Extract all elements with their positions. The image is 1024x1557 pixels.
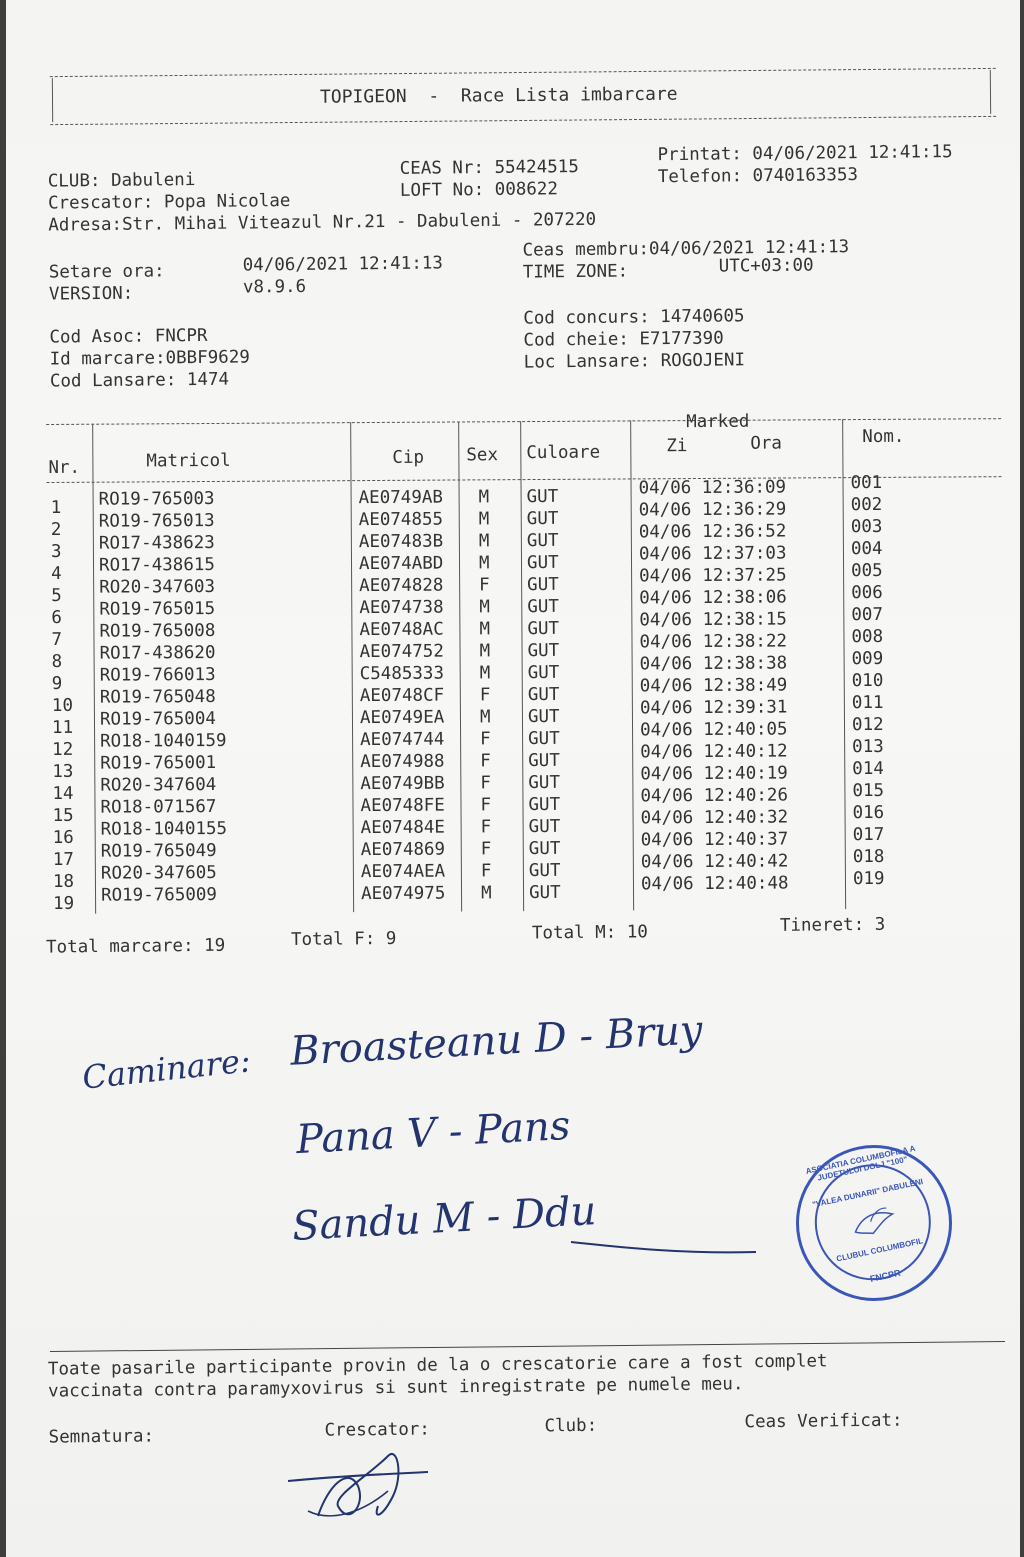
cell-nom: 011 [851,692,884,714]
cell-marked: 04/06 12:40:12 [640,741,788,763]
cell-matricol: RO19-765008 [99,620,216,642]
cell-sex: M [478,531,490,552]
cell-sex: F [479,685,491,706]
crescator-text: Crescator: Popa Nicolae [47,191,291,214]
cell-marked: 04/06 12:40:26 [640,785,789,807]
cell-culoare: GUT [528,816,561,838]
cell-nr: 19 [53,893,75,914]
cell-nr: 5 [51,585,62,606]
cell-culoare: GUT [528,750,560,772]
cell-marked: 04/06 12:40:42 [640,851,789,873]
cell-marked: 04/06 12:38:38 [639,653,788,675]
cell-sex: M [479,663,491,684]
loft-no-text: LOFT No: 008622 [399,179,559,201]
cell-matricol: RO19-765009 [100,884,218,906]
total-f: Total F: 9 [290,928,397,951]
cell-marked: 04/06 12:39:31 [639,697,788,719]
cell-culoare: GUT [526,552,559,574]
cell-culoare: GUT [527,662,560,684]
cell-marked: 04/06 12:37:25 [639,565,787,587]
semnatura-label: Semnatura: [48,1426,155,1448]
cell-cip: C5485333 [359,663,445,685]
loc-lansare-text: Loc Lansare: ROGOJENI [523,350,746,373]
cell-cip: AE074855 [358,509,444,531]
cell-culoare: GUT [527,596,559,618]
total-marcare: Total marcare: 19 [45,935,226,958]
cell-matricol: RO18-071567 [100,796,217,818]
club-text: CLUB: Dabuleni [47,170,196,192]
statement-line-2: vaccinata contra paramyxovirus si sunt inregistrate pe numele meu. [48,1374,744,1402]
cell-marked: 04/06 12:40:19 [640,763,788,785]
cell-cip: AE07484E [360,817,445,839]
stamp-middle-text: "VALEA DUNARII" DABULENI [811,1177,924,1210]
cell-culoare: GUT [527,684,560,706]
cell-sex: M [479,597,490,618]
cell-marked: 04/06 12:38:06 [639,587,787,609]
cell-nr: 13 [52,761,74,782]
cell-nr: 1 [50,497,62,518]
cell-culoare: GUT [528,728,560,750]
cell-matricol: RO19-765004 [99,708,216,730]
cell-culoare: GUT [528,882,561,904]
cell-nr: 17 [52,849,74,870]
cell-matricol: RO19-765001 [100,752,217,774]
cell-matricol: RO19-766013 [99,664,216,686]
cell-nom: 006 [851,582,883,604]
cell-nom: 010 [851,670,884,692]
header-matricol: Matricol [146,450,231,472]
total-m: Total M: 10 [531,922,648,944]
cell-culoare: GUT [527,640,560,662]
cell-cip: AE074744 [360,729,445,751]
header-culoare: Culoare [526,442,601,464]
cell-nom: 009 [851,648,884,670]
cell-sex: F [480,729,491,750]
crescator-label: Crescator: [324,1419,431,1441]
cell-cip: AE0748AC [359,619,444,641]
cell-culoare: GUT [528,794,561,816]
statement-line-1: Toate pasarile participante provin de la o crescatorie care a fost complet [47,1351,828,1380]
printat-text: Printat: 04/06/2021 12:41:15 [657,142,953,166]
cell-matricol: RO17-438615 [98,554,215,576]
cell-marked: 04/06 12:40:32 [640,807,789,829]
cell-cip: AE074869 [360,839,446,861]
cell-cip: AE0749EA [359,707,445,729]
time-zone-value: UTC+03:00 [718,255,814,277]
cell-culoare: GUT [527,706,560,728]
cell-nom: 012 [851,714,884,736]
cell-marked: 04/06 12:38:49 [639,675,788,697]
cell-nom: 015 [852,780,885,802]
stamp-top-text: ASOCIATIA COLUMBOFILA A JUDETULUI DOLJ "100" [804,1143,917,1183]
cod-concurs-text: Cod concurs: 14740605 [523,306,745,329]
cell-nom: 014 [852,758,884,780]
cell-nr: 15 [52,805,74,826]
header-cip: Cip [392,447,425,468]
footer-block [6,0,1020,1557]
setare-ora-label: Setare ora: [48,261,165,283]
cell-cip: AE07483B [358,531,444,553]
cell-sex: F [480,795,492,816]
header-nr: Nr. [48,457,81,478]
cell-cip: AE074988 [360,751,445,773]
cell-nom: 002 [850,494,883,516]
cell-marked: 04/06 12:38:22 [639,631,788,653]
cell-nom: 013 [852,736,884,758]
cod-lansare-text: Cod Lansare: 1474 [49,369,230,392]
handwritten-line-3: Sandu M - Ddu [291,1188,598,1250]
cell-matricol: RO19-765003 [98,488,215,510]
handwritten-line-2: Pana V - Pans [294,1102,572,1164]
cell-culoare: GUT [526,530,559,552]
version-value: v8.9.6 [242,276,307,298]
time-zone-label: TIME ZONE: [522,261,629,283]
cell-cip: AE0749AB [358,487,443,509]
cell-culoare: GUT [528,772,561,794]
cell-cip: AE074ABD [358,553,444,575]
header-nom: Nom. [862,426,905,448]
cell-nr: 18 [52,871,75,892]
cell-culoare: GUT [527,618,560,640]
cell-nom: 008 [851,626,884,648]
cell-sex: F [480,751,491,772]
telefon-text: Telefon: 0740163353 [657,165,859,188]
signature-mark [278,1436,438,1536]
ceas-membru-text: Ceas membru:04/06/2021 12:41:13 [522,237,850,261]
ceas-nr-text: CEAS Nr: 55424515 [399,157,579,179]
cell-culoare: GUT [526,486,559,508]
cell-marked: 04/06 12:38:15 [639,609,787,631]
header-zi: Zi [666,436,688,457]
cell-sex: M [479,707,491,728]
cell-nom: 019 [852,868,885,890]
cell-cip: AE074975 [360,883,446,905]
cell-nom: 007 [851,604,884,626]
cell-matricol: RO17-438620 [99,642,216,664]
cell-matricol: RO19-765015 [99,598,216,620]
cell-nr: 9 [51,673,63,694]
document-page [6,0,1020,1557]
cell-nom: 005 [851,560,883,582]
cell-marked: 04/06 12:36:52 [638,521,787,543]
cell-nom: 001 [850,472,883,494]
cell-marked: 04/06 12:40:05 [639,719,788,741]
cell-matricol: RO19-765049 [100,840,217,862]
cell-sex: M [478,487,490,508]
cell-nr: 14 [52,783,74,804]
cell-marked: 04/06 12:37:03 [638,543,787,565]
cell-marked: 04/06 12:36:09 [638,477,787,499]
cell-marked: 04/06 12:40:37 [640,829,789,851]
tineret: Tineret: 3 [779,914,886,936]
cell-sex: M [478,553,490,574]
cell-nr: 11 [51,717,74,738]
cell-nom: 003 [850,516,883,538]
cell-matricol: RO19-765048 [99,686,216,708]
cell-sex: F [480,817,492,838]
cell-nr: 8 [51,651,63,672]
cell-matricol: RO20-347603 [99,576,216,598]
cell-cip: AE0748FE [360,795,445,817]
cell-sex: M [480,883,492,904]
club-label: Club: [544,1415,598,1437]
cell-nr: 10 [51,695,74,716]
cell-marked: 04/06 12:40:48 [640,873,789,895]
cell-sex: M [479,619,491,640]
cell-matricol: RO18-1040159 [100,730,227,752]
adresa-text: Adresa:Str. Mihai Viteazul Nr.21 - Dabuleni - 207220 [48,209,597,236]
cell-nom: 016 [852,802,885,824]
cell-sex: F [480,861,492,882]
cell-cip: AE074738 [359,597,444,619]
cod-cheie-text: Cod cheie: E7177390 [523,328,724,351]
cell-culoare: GUT [528,860,561,882]
cell-nr: 4 [51,563,62,584]
cell-sex: F [480,773,491,794]
cell-matricol: RO19-765013 [98,510,215,532]
cell-sex: M [478,509,490,530]
cell-cip: AE0748CF [359,685,445,707]
cell-matricol: RO20-347605 [100,862,217,884]
cell-nom: 017 [852,824,885,846]
cell-nom: 018 [852,846,885,868]
handwritten-label: Caminare: [80,1041,253,1097]
ceas-verificat-label: Ceas Verificat: [744,1410,903,1433]
page-title: TOPIGEON - Race Lista imbarcare [319,83,678,108]
stamp-side-text: FNCPR [869,1267,902,1284]
cell-culoare: GUT [528,838,561,860]
cell-nr: 2 [50,519,62,540]
cell-culoare: GUT [526,508,559,530]
cell-matricol: RO20-347604 [100,774,217,796]
cell-sex: F [479,575,490,596]
cell-sex: F [480,839,492,860]
header-marked: Marked [686,411,750,433]
cell-cip: AE074752 [359,641,444,663]
cell-cip: AE074AEA [360,861,446,883]
header-ora: Ora [750,433,782,454]
cell-matricol: RO18-1040155 [100,818,228,840]
cell-nr: 7 [51,629,63,650]
cod-asoc-text: Cod Asoc: FNCPR [49,325,208,348]
cell-nom: 004 [850,538,883,560]
cell-cip: AE0749BB [360,773,445,795]
handwritten-line-1: Broasteanu D - Bruy [289,1007,704,1075]
header-sex: Sex [466,445,499,466]
stamp-bottom-text: CLUBUL COLUMBOFIL [835,1236,924,1264]
cell-matricol: RO17-438623 [98,532,215,554]
cell-culoare: GUT [527,574,559,596]
cell-sex: M [479,641,491,662]
cell-nr: 12 [52,739,74,760]
cell-cip: AE074828 [359,575,444,597]
id-marcare-text: Id marcare:0BBF9629 [49,347,250,370]
setare-ora-value: 04/06/2021 12:41:13 [242,253,443,276]
cell-marked: 04/06 12:36:29 [638,499,787,521]
cell-nr: 16 [52,827,74,848]
cell-nr: 6 [51,607,62,628]
version-label: VERSION: [48,283,134,305]
cell-nr: 3 [50,541,62,562]
